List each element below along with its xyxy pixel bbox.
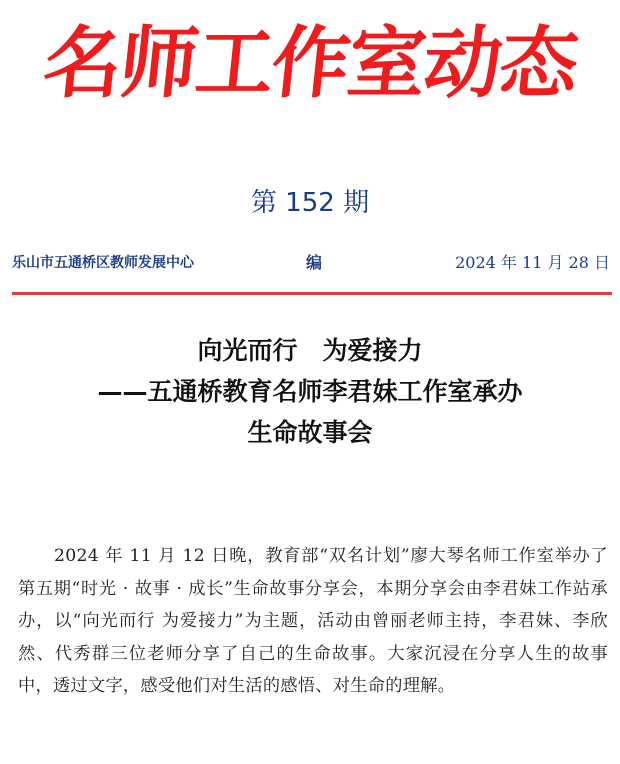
editor-label: 编 <box>306 253 323 272</box>
masthead-title: 名师工作室动态 <box>39 19 581 109</box>
article-title-line-1: 向光而行 为爱接力 <box>197 336 423 365</box>
article-title <box>0 330 620 453</box>
article-title-line-3: 生命故事会 <box>247 418 373 447</box>
publication-date: 2024 年 11 月 28 日 <box>455 253 610 272</box>
publisher-name: 乐山市五通桥区教师发展中心 <box>12 255 194 271</box>
article-paragraph: 2024 年 11 月 12 日晚，教育部“双名计划”廖大琴名师工作室举办了第五期“时光 · 故事 · 成长”生命故事分享会，本期分享会由李君妹工作站承办，以“向光而行 为爱接力”为主题，活动由曾丽老师主持，李君妹、李欣然、代秀群三位老师分享了自己的生命故事。大家沉浸在分享人生的故事中，透过文字，感受他们对生活的感悟、对生命的理解。 <box>18 546 608 697</box>
masthead <box>0 14 620 124</box>
header-divider <box>12 292 612 295</box>
article-title-line-2: ——五通桥教育名师李君妹工作室承办 <box>97 377 523 406</box>
publication-info <box>12 250 610 276</box>
issue-number: 第 152 期 <box>250 188 370 218</box>
